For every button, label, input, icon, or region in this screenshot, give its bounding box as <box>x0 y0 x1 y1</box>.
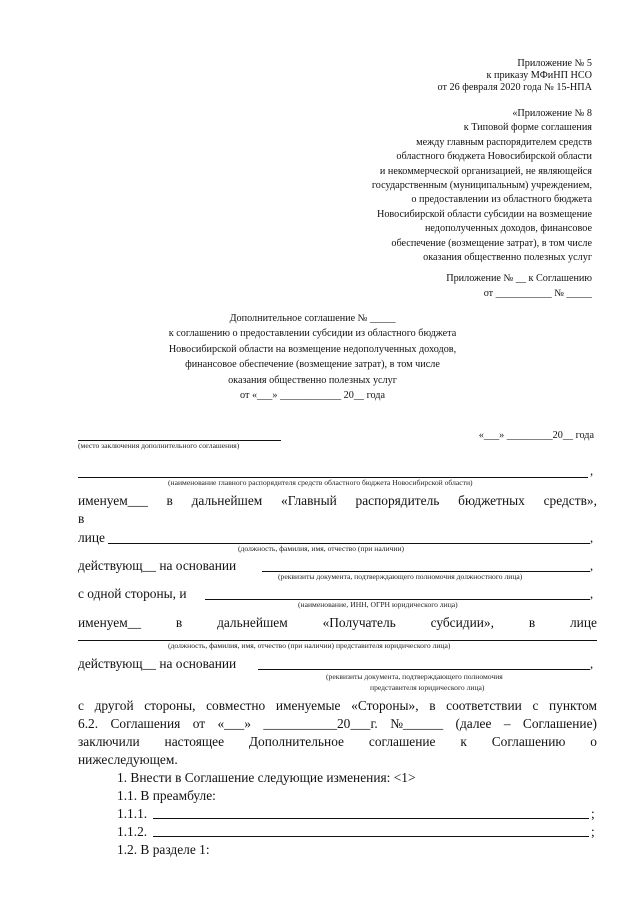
doc2-caption-line1: (реквизиты документа, подтверждающего полномочия <box>326 672 503 681</box>
title-line: финансовое обеспечение (возмещение затрат), в том числе <box>185 359 440 371</box>
word: «Получатель <box>322 615 396 630</box>
appendix8-header <box>372 107 592 265</box>
appendix8-line: и некоммерческой организацией, не являющейся <box>379 165 592 177</box>
title-line: от «___» ____________ 20__ года <box>240 390 385 402</box>
word: совместно <box>206 698 266 713</box>
word: с <box>532 698 539 713</box>
title-line: оказания общественно полезных услуг <box>228 374 397 386</box>
org-caption: (наименование, ИНН, ОГРН юридического лица) <box>298 600 458 609</box>
word: именуемые <box>275 698 341 713</box>
appendix8-line: о предоставлении из областного бюджета <box>411 194 592 206</box>
appendix5-header <box>438 58 592 94</box>
word: «___» <box>217 716 251 731</box>
comma: , <box>590 464 594 478</box>
word: о <box>590 734 597 749</box>
item-1-1: 1.1. В преамбуле: <box>117 788 216 803</box>
appendix8-line: между главным распорядителем средств <box>416 136 592 148</box>
paragraph-line <box>78 715 597 732</box>
named-recipient-line <box>78 614 597 631</box>
appendix8-line: Новосибирской области субсидии на возмещение <box>376 208 592 220</box>
word: к <box>460 734 467 749</box>
paragraph-line <box>78 697 597 714</box>
person1-caption: (должность, фамилия, имя, отчество (при наличии) <box>238 544 405 553</box>
word: пунктом <box>549 698 597 713</box>
word: в <box>528 615 536 630</box>
document-title <box>120 311 505 403</box>
appendix8-line: к Типовой форме соглашения <box>463 122 592 134</box>
item-1: 1. Внести в Соглашение следующие изменения: <1> <box>117 770 416 785</box>
agreement-ref-line1: Приложение № __ к Соглашению <box>446 273 592 284</box>
title-line: Дополнительное соглашение № _____ <box>229 313 396 324</box>
acting2-text: действующ__ на основании <box>78 656 237 671</box>
word: соответствии <box>446 698 522 713</box>
place-caption: (место заключения дополнительного соглашения) <box>78 441 240 450</box>
word: стороны, <box>144 698 196 713</box>
word: именуем___ <box>78 493 148 508</box>
semicolon: ; <box>591 806 595 821</box>
word: «Стороны», <box>351 698 419 713</box>
semicolon: ; <box>591 824 595 839</box>
item-1-2: 1.2. В разделе 1: <box>117 842 210 857</box>
word: с <box>78 698 84 713</box>
word: дальнейшем <box>217 615 288 630</box>
item-1-1-1-line <box>153 818 589 819</box>
word: другой <box>94 698 134 713</box>
appendix8-line: обеспечение (возмещение затрат), в том числе <box>391 237 592 249</box>
appendix8-line: оказания общественно полезных услуг <box>423 252 592 264</box>
v-word: в <box>78 511 85 526</box>
word: Соглашение) <box>522 716 597 731</box>
agreement-reference <box>446 271 592 301</box>
doc2-line <box>258 669 590 670</box>
doc1-caption: (реквизиты документа, подтверждающего полномочия должностного лица) <box>278 572 523 581</box>
title-line: Новосибирской области на возмещение недополученных доходов, <box>168 343 457 355</box>
word: средств», <box>543 493 597 508</box>
word: в <box>429 698 436 713</box>
paragraph-line <box>78 733 597 750</box>
word: №______ <box>390 716 444 731</box>
word: ___________20___г. <box>263 716 378 731</box>
word: от <box>192 716 206 731</box>
word: – <box>503 716 511 731</box>
word: соглашение <box>368 734 436 749</box>
appendix8-line: областного бюджета Новосибирской области <box>396 151 592 163</box>
word: субсидии», <box>430 615 494 630</box>
item-1-1-1: 1.1.1. <box>117 806 148 821</box>
appendix8-line: недополученных доходов, финансовое <box>424 223 592 235</box>
word: Дополнительное <box>248 734 345 749</box>
word: в <box>166 493 173 508</box>
comma: , <box>590 587 594 601</box>
comma: , <box>590 657 594 671</box>
word: заключили <box>78 734 140 749</box>
side1-text: с одной стороны, и <box>78 586 187 601</box>
word: 6.2. <box>78 716 99 731</box>
word: распорядитель <box>355 493 440 508</box>
word: Соглашения <box>110 716 181 731</box>
appendix5-line1: Приложение № 5 <box>517 58 592 69</box>
appendix8-line: государственным (муниципальным) учреждением, <box>371 180 592 192</box>
lice-word: лице <box>78 530 105 545</box>
person2-caption: (должность, фамилия, имя, отчество (при наличии) представителя юридического лица) <box>168 641 451 650</box>
comma: , <box>590 531 594 545</box>
word: (далее <box>455 716 492 731</box>
agreement-date: «___» _________20__ года <box>478 430 594 441</box>
acting1-text: действующ__ на основании <box>78 558 237 573</box>
word: в <box>175 615 183 630</box>
word: лице <box>569 615 597 630</box>
word: именуем__ <box>78 615 142 630</box>
appendix5-line2: к приказу МФиНП НСО <box>486 70 592 81</box>
paragraph-end: нижеследующем. <box>78 752 178 767</box>
word: дальнейшем <box>191 493 263 508</box>
named-grbs-line <box>78 492 597 509</box>
word: Соглашению <box>491 734 566 749</box>
word: «Главный <box>281 493 337 508</box>
title-line: к соглашению о предоставлении субсидии из областного бюджета <box>168 328 457 340</box>
appendix8-line: «Приложение № 8 <box>512 108 592 119</box>
grbs-caption: (наименование главного распорядителя средств областного бюджета Новосибирской области) <box>168 478 473 487</box>
item-1-1-2: 1.1.2. <box>117 824 148 839</box>
comma: , <box>590 559 594 573</box>
item-1-1-2-line <box>153 836 589 837</box>
word: настоящее <box>164 734 225 749</box>
doc2-caption-line2: представителя юридического лица) <box>370 683 485 692</box>
agreement-ref-line2: от ___________ № _____ <box>483 288 592 299</box>
word: бюджетных <box>458 493 525 508</box>
appendix5-line3: от 26 февраля 2020 года № 15-НПА <box>437 82 592 93</box>
